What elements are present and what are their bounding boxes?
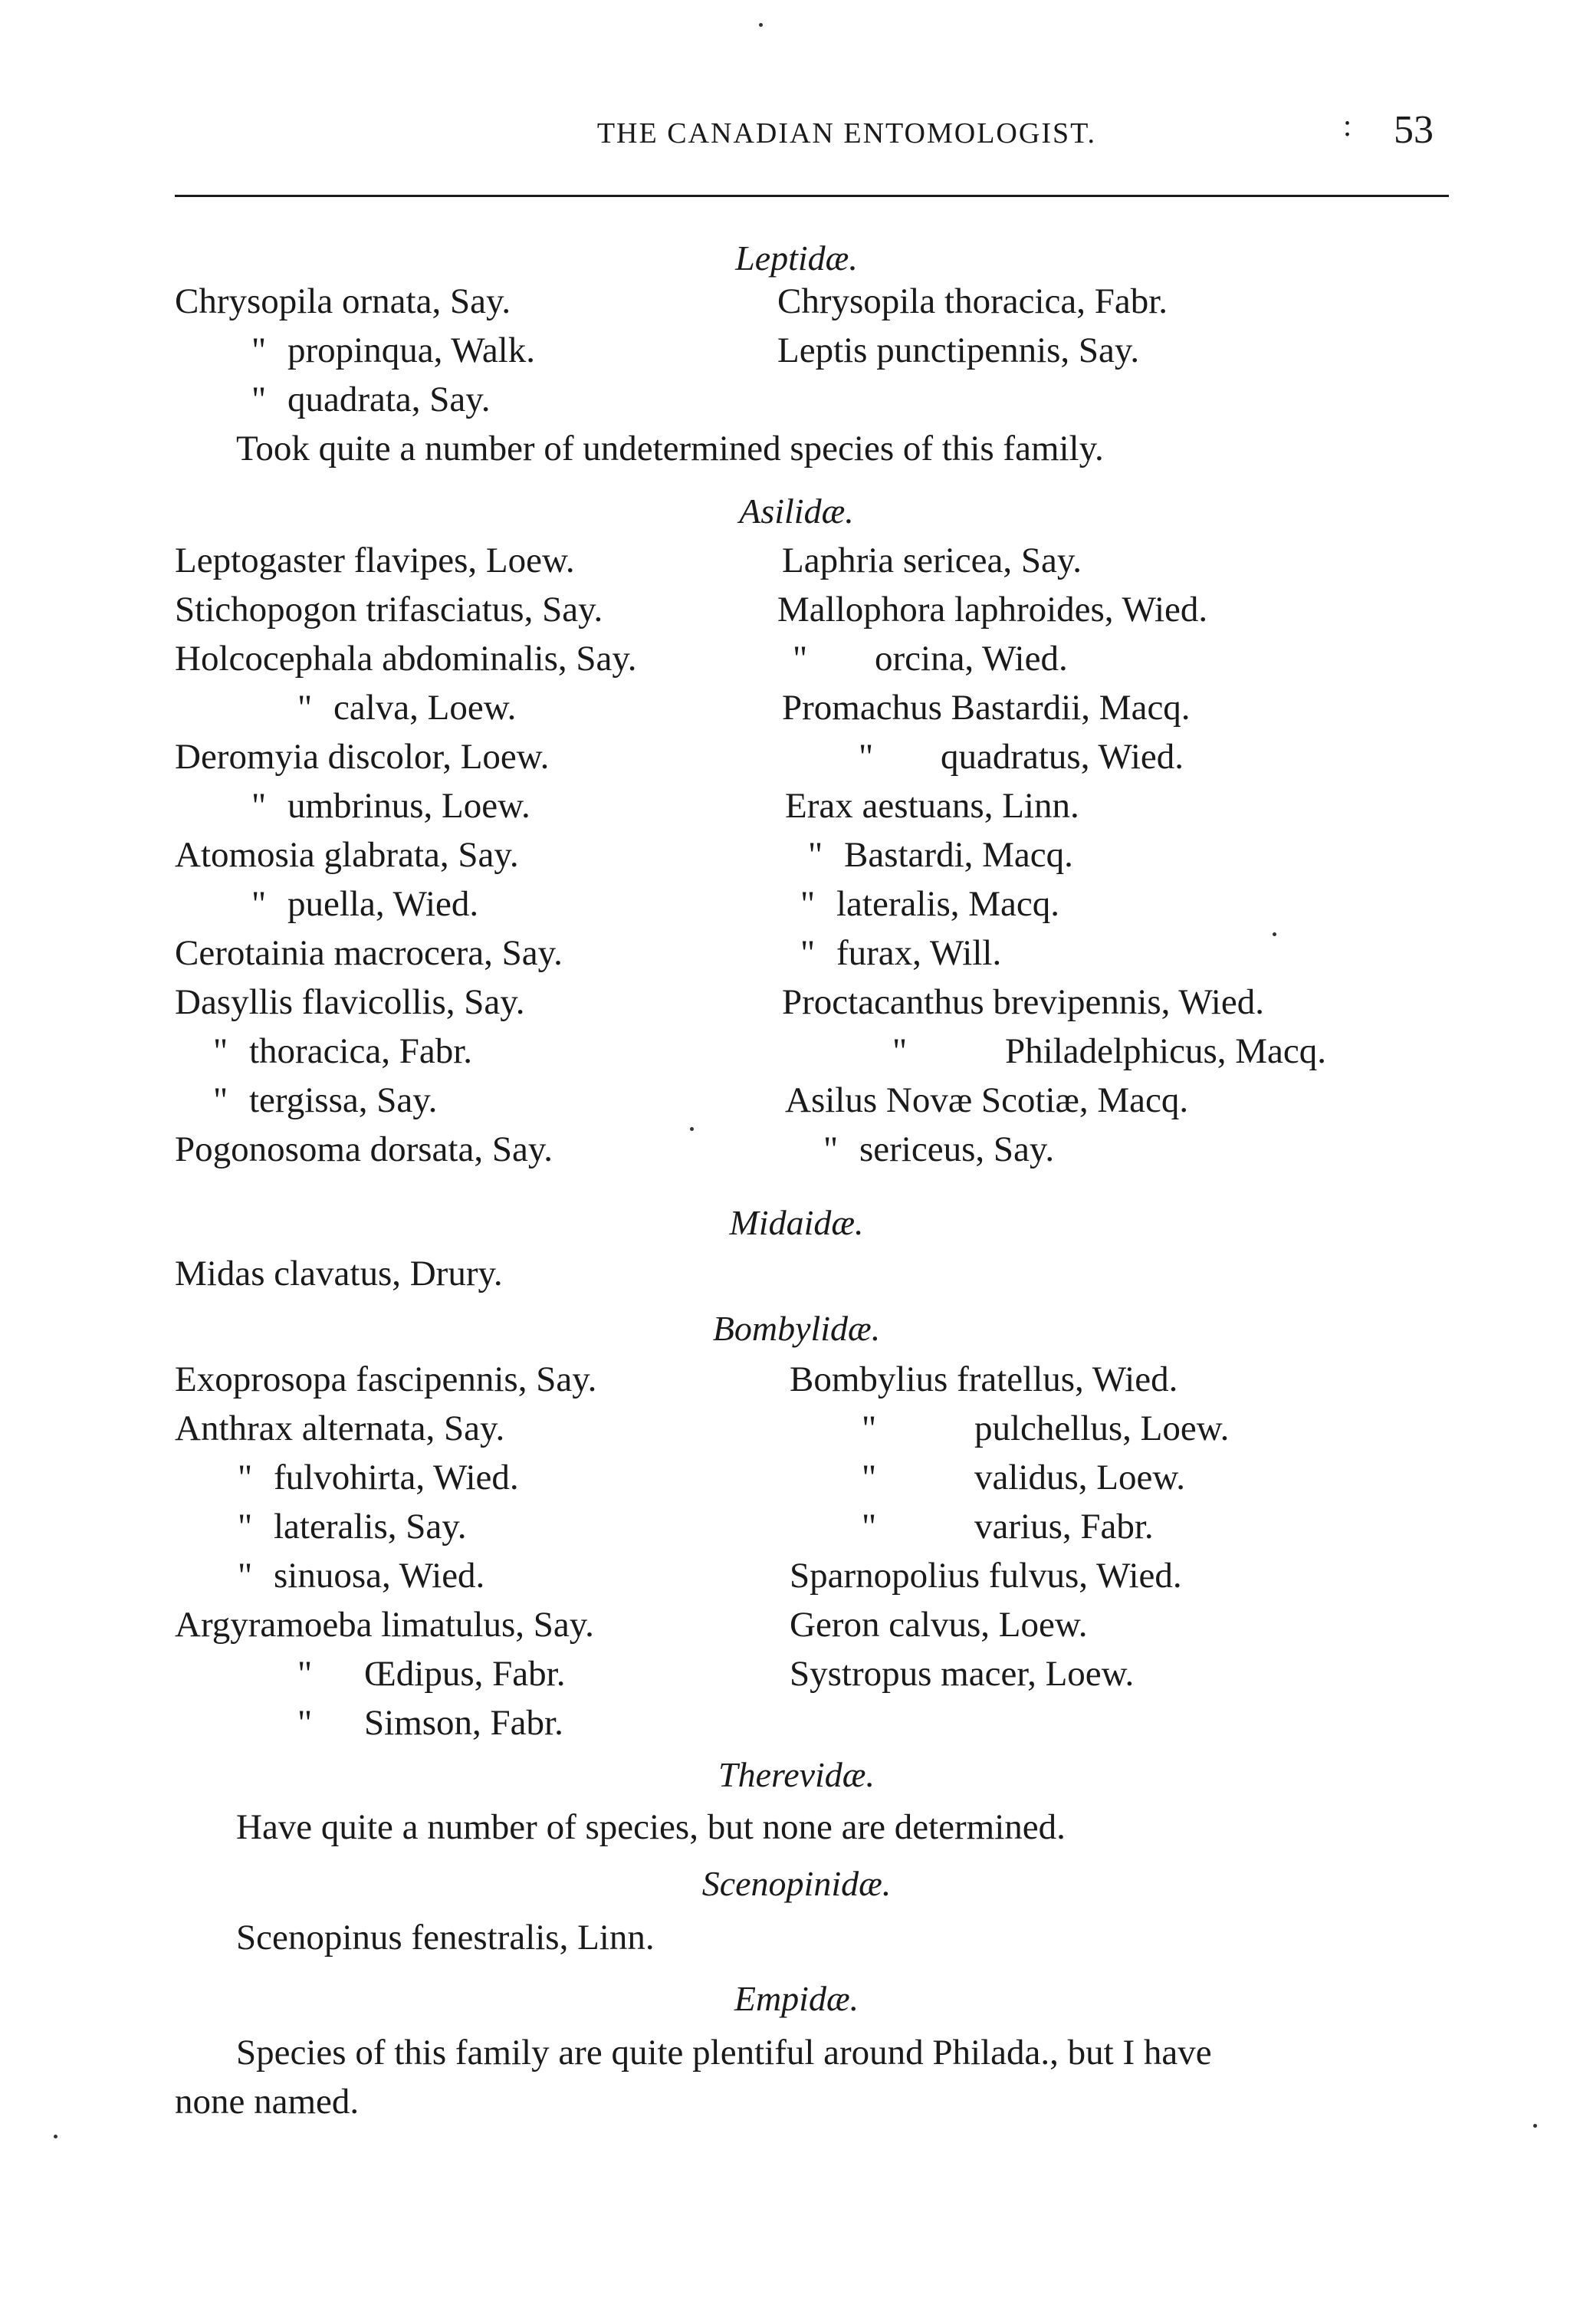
- ditto-mark: ": [251, 330, 267, 370]
- ditto-mark: ": [213, 1080, 228, 1120]
- species-entry: Midas clavatus, Drury.: [175, 1254, 503, 1293]
- species-entry: Exoprosopa fascipennis, Say.: [175, 1359, 597, 1399]
- species-entry: " validus, Loew.: [862, 1458, 1185, 1497]
- ditto-mark: ": [800, 933, 816, 973]
- ditto-mark: ": [213, 1031, 228, 1071]
- species-entry: Sparnopolius fulvus, Wied.: [790, 1556, 1182, 1596]
- species-entry: " pulchellus, Loew.: [862, 1409, 1230, 1448]
- species-entry: " sericeus, Say.: [823, 1129, 1055, 1169]
- family-heading-therevidae: Therevidæ.: [718, 1755, 875, 1794]
- page-number: 53: [1394, 108, 1434, 152]
- species-entry: Chrysopila ornata, Say.: [175, 281, 511, 321]
- ditto-mark: ": [238, 1507, 253, 1547]
- ditto-mark: ": [862, 1409, 877, 1448]
- species-entry: Erax aestuans, Linn.: [785, 786, 1079, 826]
- species-entry: Argyramoeba limatulus, Say.: [175, 1605, 594, 1645]
- ditto-mark: ": [238, 1458, 253, 1497]
- species-entry: " quadrata, Say.: [251, 380, 491, 419]
- species-entry: " varius, Fabr.: [862, 1507, 1154, 1547]
- ditto-mark: ": [859, 737, 874, 777]
- ditto-mark: ": [297, 1703, 313, 1743]
- ditto-mark: ": [238, 1556, 253, 1596]
- family-heading-empidae: Empidæ.: [734, 1979, 859, 2018]
- print-speck: [54, 2135, 57, 2138]
- species-entry: Holcocephala abdominalis, Say.: [175, 639, 637, 679]
- print-speck: [759, 23, 763, 27]
- species-entry: " Œdipus, Fabr.: [297, 1654, 566, 1694]
- species-entry: " lateralis, Macq.: [800, 884, 1060, 924]
- ditto-mark: ": [251, 884, 267, 924]
- species-entry: " fulvohirta, Wied.: [238, 1458, 519, 1497]
- family-note: Species of this family are quite plentiful around Philada., but I have: [236, 2033, 1212, 2073]
- species-entry: Cerotainia macrocera, Say.: [175, 933, 563, 973]
- species-entry: Mallophora laphroides, Wied.: [777, 590, 1208, 629]
- ditto-mark: ": [862, 1507, 877, 1547]
- ditto-mark: ": [892, 1031, 908, 1071]
- species-entry: Anthrax alternata, Say.: [175, 1409, 505, 1448]
- species-entry: " lateralis, Say.: [238, 1507, 467, 1547]
- ditto-mark: ": [297, 688, 313, 728]
- species-entry: " furax, Will.: [800, 933, 1002, 973]
- species-entry: Asilus Novæ Scotiæ, Macq.: [785, 1080, 1189, 1120]
- species-entry: Dasyllis flavicollis, Say.: [175, 982, 525, 1022]
- species-entry: " puella, Wied.: [251, 884, 479, 924]
- header-rule: [175, 195, 1449, 197]
- species-entry: Bombylius fratellus, Wied.: [790, 1359, 1178, 1399]
- species-entry: Chrysopila thoracica, Fabr.: [777, 281, 1168, 321]
- family-heading-leptidae: Leptidæ.: [735, 238, 858, 278]
- species-entry: " quadratus, Wied.: [859, 737, 1184, 777]
- species-entry: Deromyia discolor, Loew.: [175, 737, 550, 777]
- print-speck: [690, 1127, 694, 1131]
- species-entry: Leptogaster flavipes, Loew.: [175, 541, 575, 580]
- family-note: none named.: [175, 2082, 360, 2122]
- ditto-mark: ": [862, 1458, 877, 1497]
- species-entry: " sinuosa, Wied.: [238, 1556, 485, 1596]
- species-entry: " orcina, Wied.: [793, 639, 1068, 679]
- family-note: Took quite a number of undetermined species of this family.: [236, 429, 1104, 468]
- species-entry: Proctacanthus brevipennis, Wied.: [782, 982, 1264, 1022]
- species-entry: Laphria sericea, Say.: [782, 541, 1082, 580]
- family-heading-asilidae: Asilidæ.: [739, 491, 854, 531]
- species-entry: Promachus Bastardii, Macq.: [782, 688, 1191, 728]
- ditto-mark: ": [823, 1129, 839, 1169]
- species-entry: Geron calvus, Loew.: [790, 1605, 1088, 1645]
- print-speck: [1273, 932, 1276, 936]
- head-mark: :: [1343, 108, 1352, 143]
- ditto-mark: ": [297, 1654, 313, 1694]
- species-entry: " propinqua, Walk.: [251, 330, 535, 370]
- species-entry: " umbrinus, Loew.: [251, 786, 530, 826]
- species-entry: Scenopinus fenestralis, Linn.: [236, 1918, 655, 1957]
- ditto-mark: ": [808, 835, 823, 875]
- running-head: THE CANADIAN ENTOMOLOGIST.: [596, 117, 1096, 150]
- species-entry: " Simson, Fabr.: [297, 1703, 563, 1743]
- species-entry: Stichopogon trifasciatus, Say.: [175, 590, 603, 629]
- print-speck: [1533, 2124, 1537, 2128]
- ditto-mark: ": [251, 786, 267, 826]
- ditto-mark: ": [793, 639, 808, 679]
- family-heading-bombylidae: Bombylidæ.: [712, 1309, 881, 1348]
- family-note: Have quite a number of species, but none are determined.: [236, 1807, 1066, 1847]
- species-entry: " calva, Loew.: [297, 688, 517, 728]
- species-entry: " Philadelphicus, Macq.: [892, 1031, 1327, 1071]
- species-entry: " thoracica, Fabr.: [213, 1031, 473, 1071]
- ditto-mark: ": [800, 884, 816, 924]
- species-entry: Atomosia glabrata, Say.: [175, 835, 519, 875]
- species-entry: Leptis punctipennis, Say.: [777, 330, 1140, 370]
- species-entry: Systropus macer, Loew.: [790, 1654, 1135, 1694]
- species-entry: " tergissa, Say.: [213, 1080, 438, 1120]
- species-entry: " Bastardi, Macq.: [808, 835, 1073, 875]
- family-heading-midaidae: Midaidæ.: [729, 1203, 864, 1242]
- species-entry: Pogonosoma dorsata, Say.: [175, 1129, 553, 1169]
- family-heading-scenopinidae: Scenopinidæ.: [701, 1864, 892, 1903]
- ditto-mark: ": [251, 380, 267, 419]
